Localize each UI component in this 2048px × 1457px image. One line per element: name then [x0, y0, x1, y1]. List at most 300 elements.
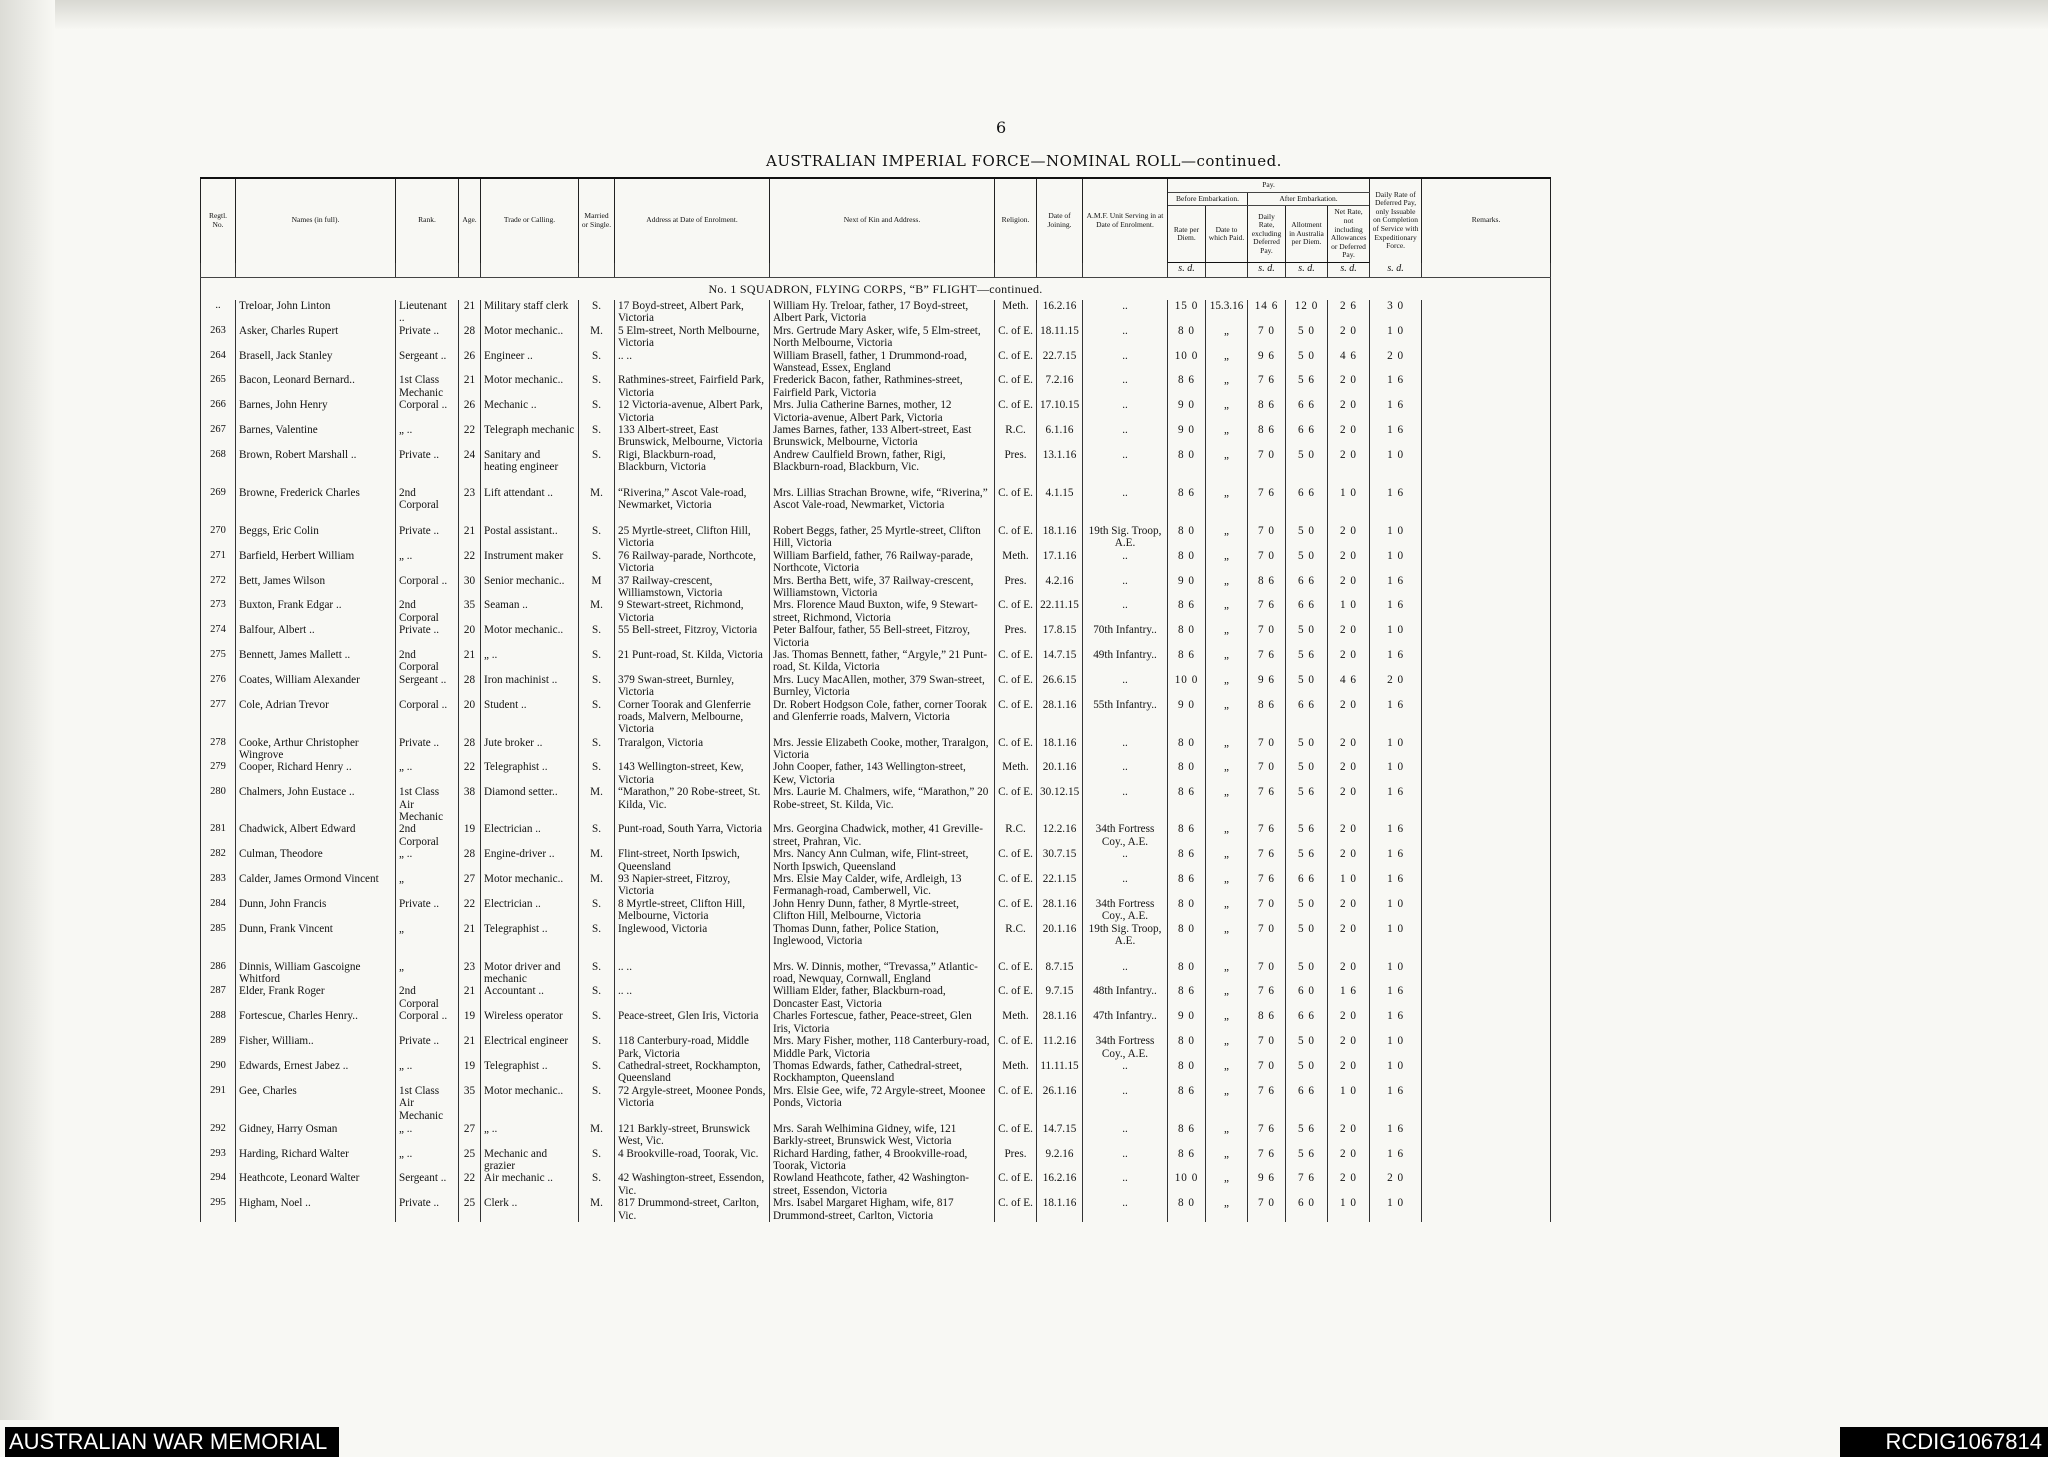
- age-cell: 20: [459, 699, 481, 737]
- remarks-cell: [1422, 1123, 1551, 1148]
- next-of-kin-cell: Mrs. Bertha Bett, wife, 37 Railway-crescent, Williamstown, Victoria: [770, 575, 995, 600]
- allotment-cell: 5 0: [1286, 350, 1328, 375]
- allotment-cell: 6 6: [1286, 599, 1328, 624]
- table-row: [201, 761, 1551, 786]
- rate-per-diem-cell: 9 0: [1168, 399, 1206, 424]
- married-cell: S.: [579, 1085, 615, 1123]
- date-joining-cell: 16.2.16: [1037, 300, 1083, 325]
- regtl-no-cell: 288: [201, 1010, 236, 1035]
- regtl-no-cell: 267: [201, 424, 236, 449]
- net-rate-cell: 2 6: [1328, 300, 1370, 325]
- remarks-cell: [1422, 674, 1551, 699]
- name-cell: Fortescue, Charles Henry..: [236, 1010, 396, 1035]
- regtl-no-cell: 271: [201, 550, 236, 575]
- table-row: [201, 325, 1551, 350]
- next-of-kin-cell: Mrs. Mary Fisher, mother, 118 Canterbury-road, Middle Park, Victoria: [770, 1035, 995, 1060]
- name-cell: Fisher, William..: [236, 1035, 396, 1060]
- trade-cell: Electrician ..: [481, 898, 579, 923]
- table-row: [201, 599, 1551, 624]
- deferred-pay-cell: 1 0: [1370, 961, 1422, 986]
- allotment-cell: 5 0: [1286, 550, 1328, 575]
- net-rate-cell: 2 0: [1328, 399, 1370, 424]
- header-married: Married or Single.: [579, 178, 615, 263]
- allotment-cell: 5 6: [1286, 786, 1328, 823]
- deferred-pay-cell: 1 6: [1370, 985, 1422, 1010]
- remarks-cell: [1422, 898, 1551, 923]
- address-cell: 21 Punt-road, St. Kilda, Victoria: [615, 649, 770, 674]
- trade-cell: Motor mechanic..: [481, 325, 579, 350]
- address-cell: Punt-road, South Yarra, Victoria: [615, 823, 770, 848]
- address-cell: Peace-street, Glen Iris, Victoria: [615, 1010, 770, 1035]
- date-paid-cell: „: [1206, 1197, 1248, 1222]
- name-cell: Treloar, John Linton: [236, 300, 396, 325]
- amf-unit-cell: 34th Fortress Coy., A.E.: [1083, 823, 1168, 848]
- net-rate-cell: 2 0: [1328, 374, 1370, 399]
- rank-cell: Sergeant ..: [396, 350, 459, 375]
- date-paid-cell: „: [1206, 1123, 1248, 1148]
- age-cell: 23: [459, 961, 481, 986]
- next-of-kin-cell: William Elder, father, Blackburn-road, Doncaster East, Victoria: [770, 985, 995, 1010]
- table-row: [201, 823, 1551, 848]
- trade-cell: Motor driver and mechanic: [481, 961, 579, 986]
- name-cell: Coates, William Alexander: [236, 674, 396, 699]
- allotment-cell: 5 6: [1286, 1123, 1328, 1148]
- amf-unit-cell: 47th Infantry..: [1083, 1010, 1168, 1035]
- married-cell: S.: [579, 550, 615, 575]
- married-cell: S.: [579, 525, 615, 550]
- net-rate-cell: 4 6: [1328, 350, 1370, 375]
- trade-cell: Student ..: [481, 699, 579, 737]
- amf-unit-cell: ..: [1083, 487, 1168, 525]
- regtl-no-cell: 264: [201, 350, 236, 375]
- remarks-cell: [1422, 786, 1551, 823]
- regtl-no-cell: 291: [201, 1085, 236, 1123]
- regtl-no-cell: 281: [201, 823, 236, 848]
- address-cell: 5 Elm-street, North Melbourne, Victoria: [615, 325, 770, 350]
- net-rate-cell: 2 0: [1328, 699, 1370, 737]
- date-paid-cell: „: [1206, 599, 1248, 624]
- next-of-kin-cell: William Hy. Treloar, father, 17 Boyd-street, Albert Park, Victoria: [770, 300, 995, 325]
- religion-cell: C. of E.: [995, 1035, 1037, 1060]
- name-cell: Gidney, Harry Osman: [236, 1123, 396, 1148]
- next-of-kin-cell: Mrs. Gertrude Mary Asker, wife, 5 Elm-street, North Melbourne, Victoria: [770, 325, 995, 350]
- rate-per-diem-cell: 8 0: [1168, 737, 1206, 762]
- age-cell: 38: [459, 786, 481, 823]
- amf-unit-cell: ..: [1083, 350, 1168, 375]
- daily-rate-cell: 8 6: [1248, 575, 1286, 600]
- date-paid-cell: „: [1206, 699, 1248, 737]
- trade-cell: Clerk ..: [481, 1197, 579, 1222]
- table-row: [201, 737, 1551, 762]
- date-joining-cell: 17.1.16: [1037, 550, 1083, 575]
- remarks-cell: [1422, 1010, 1551, 1035]
- married-cell: S.: [579, 1148, 615, 1173]
- table-row: [201, 399, 1551, 424]
- married-cell: M.: [579, 325, 615, 350]
- name-cell: Chalmers, John Eustace ..: [236, 786, 396, 823]
- age-cell: 22: [459, 1172, 481, 1197]
- amf-unit-cell: ..: [1083, 399, 1168, 424]
- address-cell: 17 Boyd-street, Albert Park, Victoria: [615, 300, 770, 325]
- deferred-pay-cell: 1 6: [1370, 399, 1422, 424]
- amf-unit-cell: ..: [1083, 786, 1168, 823]
- daily-rate-cell: 14 6: [1248, 300, 1286, 325]
- date-joining-cell: 4.2.16: [1037, 575, 1083, 600]
- date-paid-cell: „: [1206, 1085, 1248, 1123]
- name-cell: Barfield, Herbert William: [236, 550, 396, 575]
- regtl-no-cell: 279: [201, 761, 236, 786]
- age-cell: 28: [459, 848, 481, 873]
- daily-rate-cell: 7 6: [1248, 1123, 1286, 1148]
- address-cell: 118 Canterbury-road, Middle Park, Victoria: [615, 1035, 770, 1060]
- trade-cell: Mechanic and grazier: [481, 1148, 579, 1173]
- trade-cell: Jute broker ..: [481, 737, 579, 762]
- date-paid-cell: „: [1206, 550, 1248, 575]
- date-paid-cell: „: [1206, 1035, 1248, 1060]
- remarks-cell: [1422, 525, 1551, 550]
- allotment-cell: 6 0: [1286, 1197, 1328, 1222]
- deferred-pay-cell: 1 6: [1370, 848, 1422, 873]
- married-cell: S.: [579, 350, 615, 375]
- daily-rate-cell: 7 0: [1248, 923, 1286, 961]
- address-cell: Cathedral-street, Rockhampton, Queensland: [615, 1060, 770, 1085]
- rank-cell: Private ..: [396, 525, 459, 550]
- allotment-cell: 5 0: [1286, 674, 1328, 699]
- allotment-cell: 5 0: [1286, 761, 1328, 786]
- date-paid-cell: „: [1206, 1060, 1248, 1085]
- deferred-pay-cell: 1 0: [1370, 923, 1422, 961]
- daily-rate-cell: 9 6: [1248, 350, 1286, 375]
- allotment-cell: 5 6: [1286, 848, 1328, 873]
- net-rate-cell: 2 0: [1328, 1060, 1370, 1085]
- name-cell: Culman, Theodore: [236, 848, 396, 873]
- deferred-pay-cell: 1 6: [1370, 424, 1422, 449]
- net-rate-cell: 2 0: [1328, 1035, 1370, 1060]
- table-row: [201, 550, 1551, 575]
- table-row: [201, 1197, 1551, 1222]
- age-cell: 28: [459, 674, 481, 699]
- name-cell: Chadwick, Albert Edward: [236, 823, 396, 848]
- address-cell: 8 Myrtle-street, Clifton Hill, Melbourne, Victoria: [615, 898, 770, 923]
- religion-cell: C. of E.: [995, 873, 1037, 898]
- married-cell: S.: [579, 399, 615, 424]
- next-of-kin-cell: Mrs. Georgina Chadwick, mother, 41 Greville-street, Prahran, Vic.: [770, 823, 995, 848]
- remarks-cell: [1422, 599, 1551, 624]
- date-joining-cell: 17.8.15: [1037, 624, 1083, 649]
- rank-cell: 1st Class Air Mechanic: [396, 786, 459, 823]
- religion-cell: Pres.: [995, 575, 1037, 600]
- net-rate-cell: 2 0: [1328, 624, 1370, 649]
- date-joining-cell: 20.1.16: [1037, 761, 1083, 786]
- address-cell: 37 Railway-crescent, Williamstown, Victoria: [615, 575, 770, 600]
- net-rate-cell: 2 0: [1328, 923, 1370, 961]
- age-cell: 19: [459, 1010, 481, 1035]
- rank-cell: Sergeant ..: [396, 674, 459, 699]
- deferred-pay-cell: 1 6: [1370, 823, 1422, 848]
- rank-cell: Corporal ..: [396, 1010, 459, 1035]
- remarks-cell: [1422, 823, 1551, 848]
- regtl-no-cell: 270: [201, 525, 236, 550]
- trade-cell: Motor mechanic..: [481, 374, 579, 399]
- table-row: [201, 786, 1551, 823]
- married-cell: S.: [579, 624, 615, 649]
- daily-rate-cell: 8 6: [1248, 399, 1286, 424]
- rate-per-diem-cell: 8 0: [1168, 449, 1206, 487]
- deferred-pay-cell: 1 0: [1370, 898, 1422, 923]
- next-of-kin-cell: Charles Fortescue, father, Peace-street, Glen Iris, Victoria: [770, 1010, 995, 1035]
- rank-cell: 2nd Corporal: [396, 487, 459, 525]
- name-cell: Asker, Charles Rupert: [236, 325, 396, 350]
- next-of-kin-cell: John Henry Dunn, father, 8 Myrtle-street, Clifton Hill, Melbourne, Victoria: [770, 898, 995, 923]
- religion-cell: Pres.: [995, 449, 1037, 487]
- unit-label: s. d.: [1286, 263, 1328, 278]
- trade-cell: Telegraphist ..: [481, 1060, 579, 1085]
- age-cell: 30: [459, 575, 481, 600]
- daily-rate-cell: 8 6: [1248, 424, 1286, 449]
- net-rate-cell: 2 0: [1328, 550, 1370, 575]
- header-pay: Pay.: [1168, 178, 1370, 192]
- trade-cell: Postal assistant..: [481, 525, 579, 550]
- address-cell: “Riverina,” Ascot Vale-road, Newmarket, Victoria: [615, 487, 770, 525]
- regtl-no-cell: 283: [201, 873, 236, 898]
- trade-cell: Lift attendant ..: [481, 487, 579, 525]
- table-row: [201, 350, 1551, 375]
- date-paid-cell: „: [1206, 649, 1248, 674]
- rate-per-diem-cell: 10 0: [1168, 674, 1206, 699]
- address-cell: 817 Drummond-street, Carlton, Vic.: [615, 1197, 770, 1222]
- name-cell: Cooke, Arthur Christopher Wingrove: [236, 737, 396, 762]
- regtl-no-cell: 287: [201, 985, 236, 1010]
- daily-rate-cell: 7 6: [1248, 487, 1286, 525]
- age-cell: 27: [459, 1123, 481, 1148]
- next-of-kin-cell: Thomas Edwards, father, Cathedral-street, Rockhampton, Queensland: [770, 1060, 995, 1085]
- net-rate-cell: 2 0: [1328, 737, 1370, 762]
- remarks-cell: [1422, 923, 1551, 961]
- next-of-kin-cell: Dr. Robert Hodgson Cole, father, corner Toorak and Glenferrie roads, Malvern, Victoria: [770, 699, 995, 737]
- religion-cell: C. of E.: [995, 1172, 1037, 1197]
- married-cell: M.: [579, 1123, 615, 1148]
- date-joining-cell: 26.6.15: [1037, 674, 1083, 699]
- allotment-cell: 6 6: [1286, 487, 1328, 525]
- trade-cell: Air mechanic ..: [481, 1172, 579, 1197]
- deferred-pay-cell: 2 0: [1370, 1172, 1422, 1197]
- date-joining-cell: 8.7.15: [1037, 961, 1083, 986]
- deferred-pay-cell: 1 0: [1370, 1060, 1422, 1085]
- amf-unit-cell: 19th Sig. Troop, A.E.: [1083, 525, 1168, 550]
- table-row: [201, 923, 1551, 961]
- page-number: 6: [996, 118, 1007, 137]
- married-cell: S.: [579, 898, 615, 923]
- address-cell: 25 Myrtle-street, Clifton Hill, Victoria: [615, 525, 770, 550]
- daily-rate-cell: 7 0: [1248, 737, 1286, 762]
- religion-cell: C. of E.: [995, 737, 1037, 762]
- next-of-kin-cell: Mrs. Jessie Elizabeth Cooke, mother, Traralgon, Victoria: [770, 737, 995, 762]
- religion-cell: C. of E.: [995, 599, 1037, 624]
- date-joining-cell: 18.1.16: [1037, 737, 1083, 762]
- deferred-pay-cell: 1 0: [1370, 1035, 1422, 1060]
- age-cell: 26: [459, 350, 481, 375]
- rank-cell: Private ..: [396, 449, 459, 487]
- deferred-pay-cell: 1 0: [1370, 525, 1422, 550]
- trade-cell: Motor mechanic..: [481, 624, 579, 649]
- amf-unit-cell: ..: [1083, 961, 1168, 986]
- remarks-cell: [1422, 550, 1551, 575]
- rate-per-diem-cell: 8 0: [1168, 550, 1206, 575]
- header-regtl-no: Regtl. No.: [201, 178, 236, 263]
- section-heading-row: [201, 278, 1551, 301]
- date-paid-cell: „: [1206, 737, 1248, 762]
- rate-per-diem-cell: 8 6: [1168, 873, 1206, 898]
- regtl-no-cell: 280: [201, 786, 236, 823]
- address-cell: 143 Wellington-street, Kew, Victoria: [615, 761, 770, 786]
- name-cell: Browne, Frederick Charles: [236, 487, 396, 525]
- rank-cell: Corporal ..: [396, 575, 459, 600]
- daily-rate-cell: 7 6: [1248, 649, 1286, 674]
- date-paid-cell: „: [1206, 1148, 1248, 1173]
- regtl-no-cell: 290: [201, 1060, 236, 1085]
- name-cell: Brasell, Jack Stanley: [236, 350, 396, 375]
- religion-cell: C. of E.: [995, 786, 1037, 823]
- net-rate-cell: 1 6: [1328, 985, 1370, 1010]
- next-of-kin-cell: Peter Balfour, father, 55 Bell-street, Fitzroy, Victoria: [770, 624, 995, 649]
- allotment-cell: 6 6: [1286, 424, 1328, 449]
- name-cell: Elder, Frank Roger: [236, 985, 396, 1010]
- age-cell: 21: [459, 985, 481, 1010]
- religion-cell: C. of E.: [995, 325, 1037, 350]
- table-row: [201, 1060, 1551, 1085]
- address-cell: “Marathon,” 20 Robe-street, St. Kilda, Vic.: [615, 786, 770, 823]
- rate-per-diem-cell: 8 0: [1168, 1197, 1206, 1222]
- net-rate-cell: 2 0: [1328, 1123, 1370, 1148]
- deferred-pay-cell: 1 0: [1370, 325, 1422, 350]
- daily-rate-cell: 7 6: [1248, 848, 1286, 873]
- age-cell: 19: [459, 1060, 481, 1085]
- daily-rate-cell: 7 6: [1248, 374, 1286, 399]
- age-cell: 26: [459, 399, 481, 424]
- next-of-kin-cell: Frederick Bacon, father, Rathmines-street, Fairfield Park, Victoria: [770, 374, 995, 399]
- allotment-cell: 6 6: [1286, 699, 1328, 737]
- deferred-pay-cell: 1 6: [1370, 649, 1422, 674]
- allotment-cell: 5 0: [1286, 737, 1328, 762]
- date-joining-cell: 22.7.15: [1037, 350, 1083, 375]
- amf-unit-cell: ..: [1083, 674, 1168, 699]
- header-religion: Religion.: [995, 178, 1037, 263]
- regtl-no-cell: 269: [201, 487, 236, 525]
- next-of-kin-cell: Mrs. Lillias Strachan Browne, wife, “Riverina,” Ascot Vale-road, Newmarket, Victoria: [770, 487, 995, 525]
- table-row: [201, 575, 1551, 600]
- daily-rate-cell: 9 6: [1248, 674, 1286, 699]
- date-joining-cell: 20.1.16: [1037, 923, 1083, 961]
- allotment-cell: 6 0: [1286, 985, 1328, 1010]
- amf-unit-cell: 70th Infantry..: [1083, 624, 1168, 649]
- next-of-kin-cell: Mrs. Nancy Ann Culman, wife, Flint-street, North Ipswich, Queensland: [770, 848, 995, 873]
- net-rate-cell: 2 0: [1328, 649, 1370, 674]
- net-rate-cell: 2 0: [1328, 1172, 1370, 1197]
- married-cell: M.: [579, 1197, 615, 1222]
- rate-per-diem-cell: 8 0: [1168, 1060, 1206, 1085]
- date-paid-cell: „: [1206, 1172, 1248, 1197]
- amf-unit-cell: 34th Fortress Coy., A.E.: [1083, 898, 1168, 923]
- name-cell: Bett, James Wilson: [236, 575, 396, 600]
- remarks-cell: [1422, 1060, 1551, 1085]
- name-cell: Barnes, Valentine: [236, 424, 396, 449]
- date-paid-cell: „: [1206, 350, 1248, 375]
- table-row: [201, 449, 1551, 487]
- rate-per-diem-cell: 9 0: [1168, 575, 1206, 600]
- next-of-kin-cell: Mrs. Isabel Margaret Higham, wife, 817 Drummond-street, Carlton, Victoria: [770, 1197, 995, 1222]
- amf-unit-cell: ..: [1083, 848, 1168, 873]
- date-paid-cell: „: [1206, 1010, 1248, 1035]
- married-cell: M.: [579, 848, 615, 873]
- next-of-kin-cell: William Barfield, father, 76 Railway-parade, Northcote, Victoria: [770, 550, 995, 575]
- regtl-no-cell: 286: [201, 961, 236, 986]
- net-rate-cell: 1 0: [1328, 873, 1370, 898]
- nominal-roll-table: [200, 177, 1551, 1222]
- address-cell: Inglewood, Victoria: [615, 923, 770, 961]
- married-cell: M.: [579, 599, 615, 624]
- net-rate-cell: 2 0: [1328, 424, 1370, 449]
- age-cell: 21: [459, 525, 481, 550]
- table-row: [201, 487, 1551, 525]
- table-row: [201, 624, 1551, 649]
- rank-cell: 2nd Corporal: [396, 599, 459, 624]
- allotment-cell: 7 6: [1286, 1172, 1328, 1197]
- date-paid-cell: „: [1206, 674, 1248, 699]
- religion-cell: C. of E.: [995, 649, 1037, 674]
- regtl-no-cell: 277: [201, 699, 236, 737]
- date-joining-cell: 28.1.16: [1037, 699, 1083, 737]
- religion-cell: Meth.: [995, 1010, 1037, 1035]
- regtl-no-cell: 285: [201, 923, 236, 961]
- allotment-cell: 5 0: [1286, 525, 1328, 550]
- married-cell: S.: [579, 649, 615, 674]
- date-paid-cell: „: [1206, 325, 1248, 350]
- date-paid-cell: „: [1206, 761, 1248, 786]
- deferred-pay-cell: 1 6: [1370, 575, 1422, 600]
- next-of-kin-cell: Thomas Dunn, father, Police Station, Inglewood, Victoria: [770, 923, 995, 961]
- amf-unit-cell: ..: [1083, 737, 1168, 762]
- rate-per-diem-cell: 8 6: [1168, 374, 1206, 399]
- date-paid-cell: „: [1206, 923, 1248, 961]
- remarks-cell: [1422, 1148, 1551, 1173]
- address-cell: Rigi, Blackburn-road, Blackburn, Victoria: [615, 449, 770, 487]
- daily-rate-cell: 7 6: [1248, 873, 1286, 898]
- trade-cell: Sanitary and heating engineer: [481, 449, 579, 487]
- deferred-pay-cell: 1 6: [1370, 374, 1422, 399]
- next-of-kin-cell: Robert Beggs, father, 25 Myrtle-street, Clifton Hill, Victoria: [770, 525, 995, 550]
- date-paid-cell: „: [1206, 449, 1248, 487]
- next-of-kin-cell: Rowland Heathcote, father, 42 Washington-street, Essendon, Victoria: [770, 1172, 995, 1197]
- deferred-pay-cell: 1 0: [1370, 737, 1422, 762]
- married-cell: S.: [579, 374, 615, 399]
- address-cell: 12 Victoria-avenue, Albert Park, Victoria: [615, 399, 770, 424]
- religion-cell: Meth.: [995, 550, 1037, 575]
- amf-unit-cell: ..: [1083, 449, 1168, 487]
- deferred-pay-cell: 1 0: [1370, 449, 1422, 487]
- rate-per-diem-cell: 8 6: [1168, 649, 1206, 674]
- religion-cell: Meth.: [995, 761, 1037, 786]
- amf-unit-cell: ..: [1083, 1085, 1168, 1123]
- regtl-no-cell: 289: [201, 1035, 236, 1060]
- age-cell: 21: [459, 923, 481, 961]
- regtl-no-cell: 294: [201, 1172, 236, 1197]
- daily-rate-cell: 7 0: [1248, 1197, 1286, 1222]
- table-row: [201, 898, 1551, 923]
- table-row: [201, 649, 1551, 674]
- married-cell: S.: [579, 1035, 615, 1060]
- header-rate-per-diem: Rate per Diem.: [1168, 206, 1206, 263]
- address-cell: 42 Washington-street, Essendon, Vic.: [615, 1172, 770, 1197]
